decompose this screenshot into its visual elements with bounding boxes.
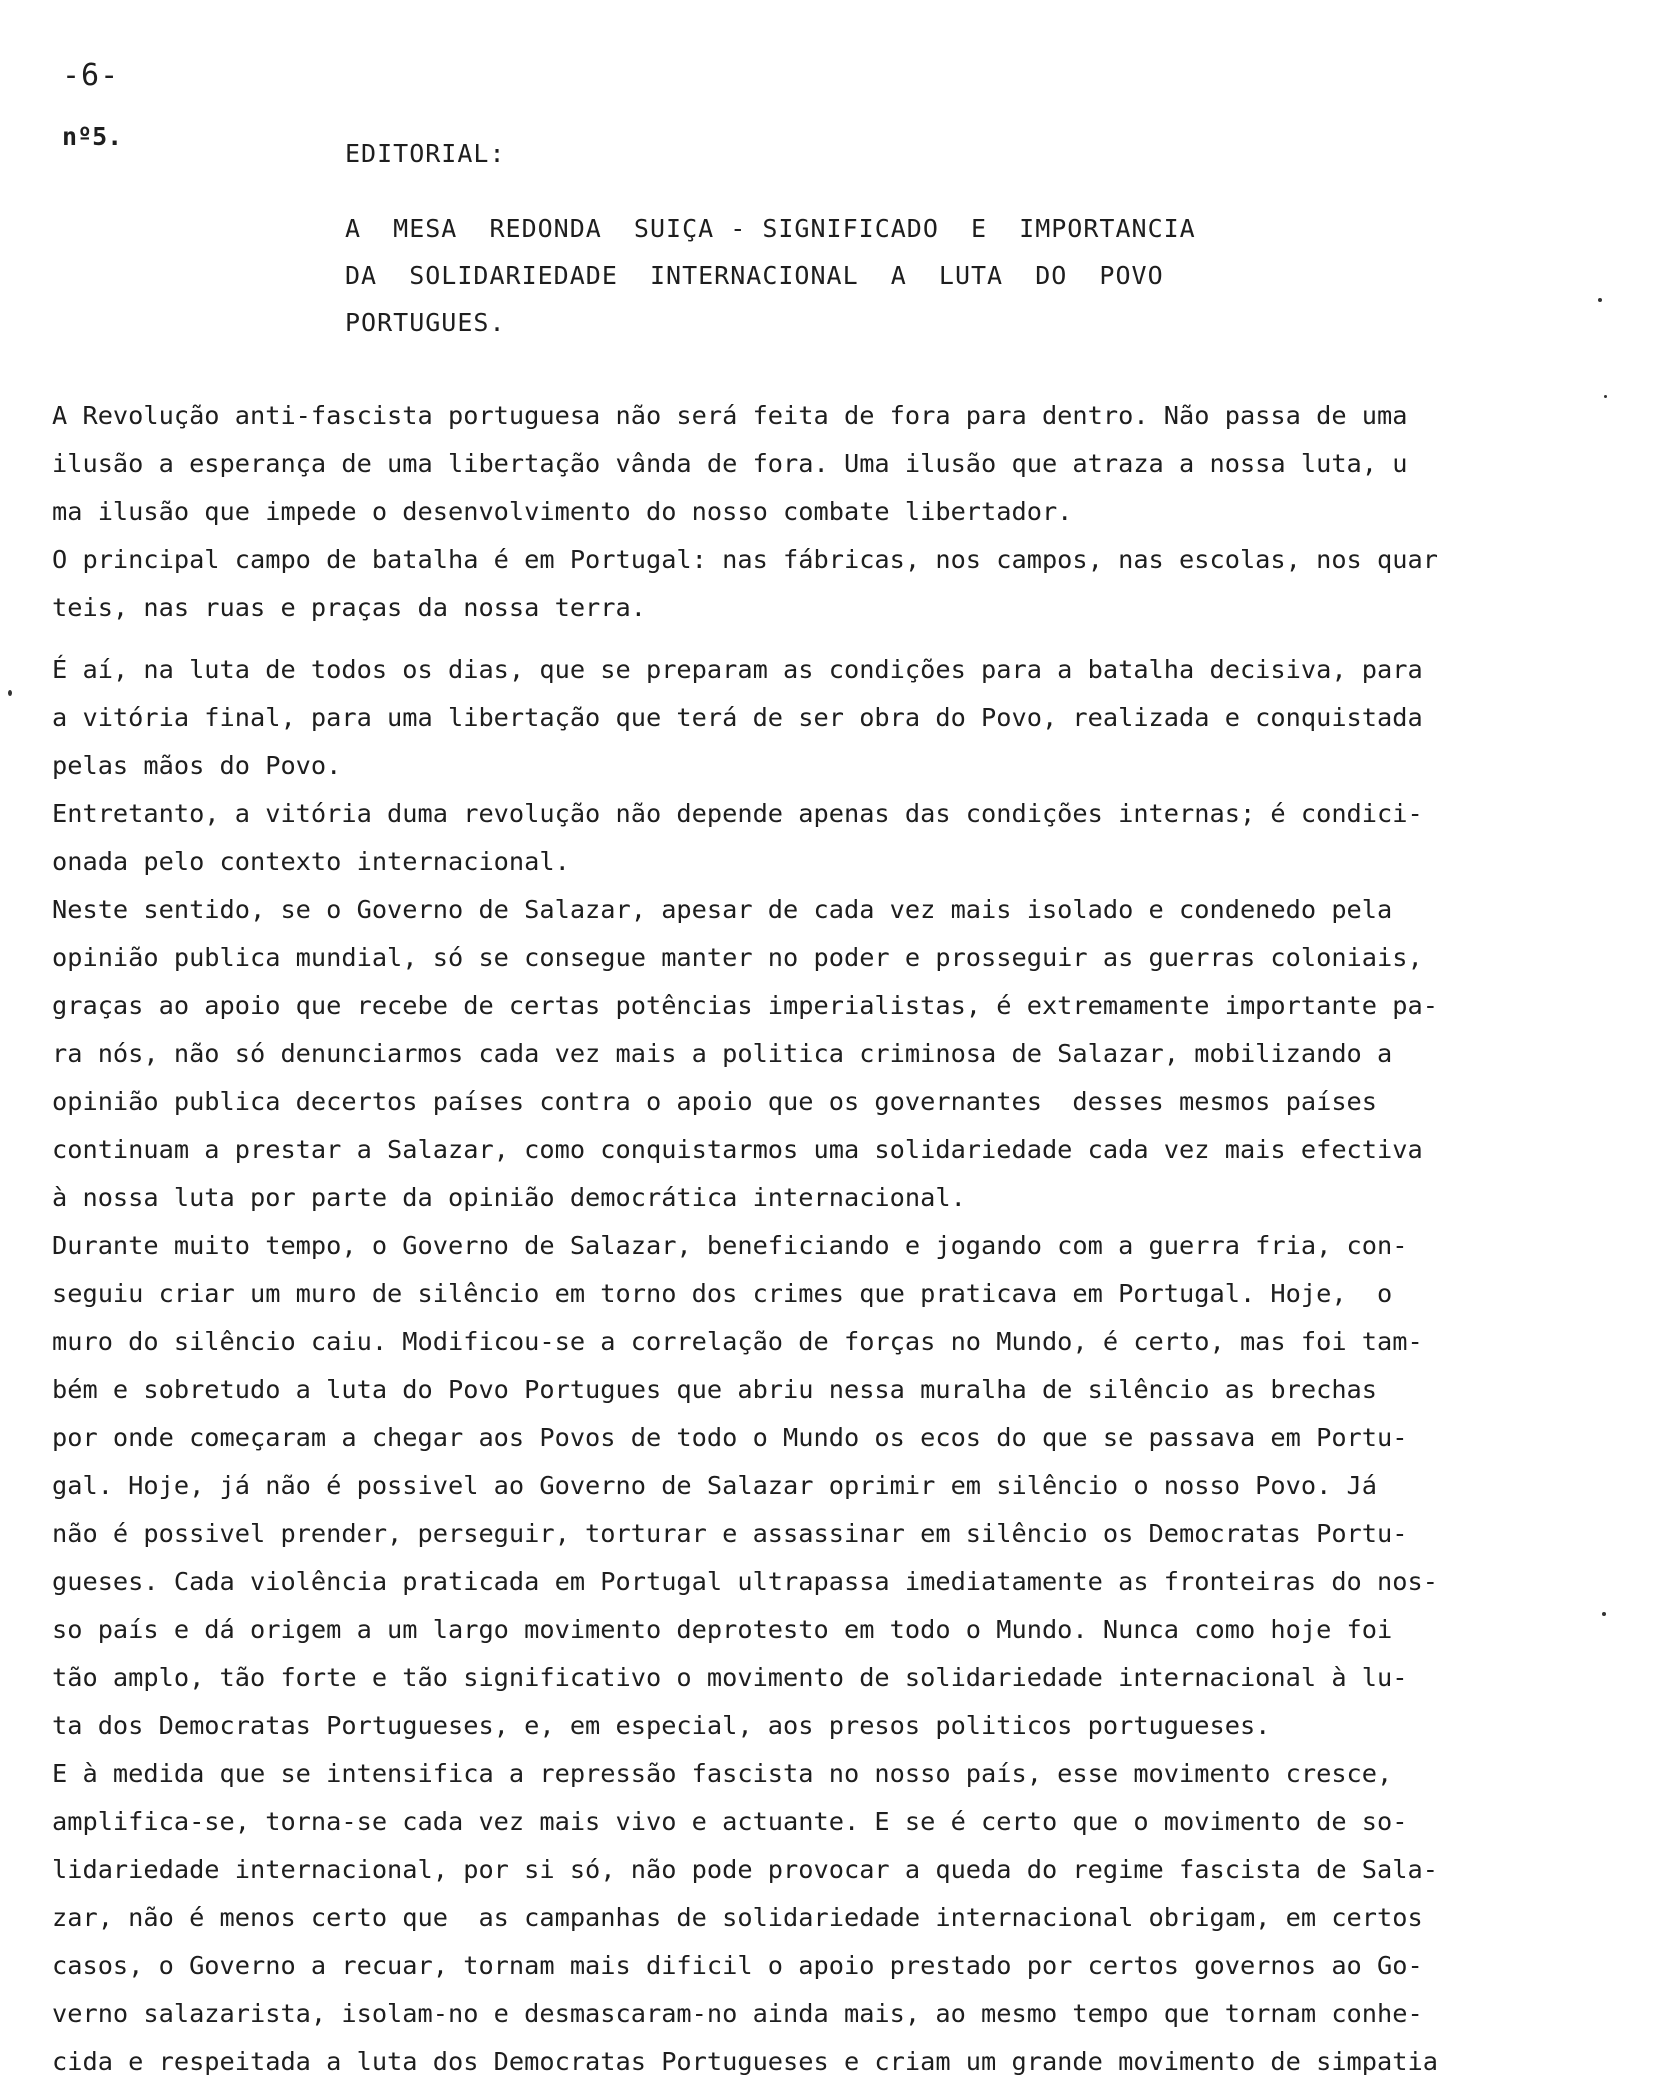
body-line: Durante muito tempo, o Governo de Salazar, beneficiando e jogando com a guerra fria, con- — [52, 1231, 1408, 1260]
body-line: Neste sentido, se o Governo de Salazar, apesar de cada vez mais isolado e condenedo pela — [52, 895, 1393, 924]
body-line: O principal campo de batalha é em Portugal: nas fábricas, nos campos, nas escolas, nos quar — [52, 545, 1438, 574]
body-line: lidariedade internacional, por si só, não pode provocar a queda do regime fascista de Sala- — [52, 1855, 1438, 1884]
body-line: bém e sobretudo a luta do Povo Portugues que abriu nessa muralha de silêncio as brechas — [52, 1375, 1378, 1404]
body-line: opinião publica decertos países contra o apoio que os governantes desses mesmos países — [52, 1087, 1378, 1116]
body-line: ra nós, não só denunciarmos cada vez mais a politica criminosa de Salazar, mobilizando a — [52, 1039, 1393, 1068]
editorial-title-line: PORTUGUES. — [345, 308, 506, 337]
body-line: ilusão a esperança de uma libertação vânda de fora. Uma ilusão que atraza a nossa luta, u — [52, 449, 1408, 478]
body-line: seguiu criar um muro de silêncio em torno dos crimes que praticava em Portugal. Hoje, o — [52, 1279, 1393, 1308]
body-line: a vitória final, para uma libertação que terá de ser obra do Povo, realizada e conquistada — [52, 703, 1423, 732]
body-line: ma ilusão que impede o desenvolvimento do nosso combate libertador. — [52, 497, 1073, 526]
paragraph-gap — [52, 632, 1492, 646]
body-line: E à medida que se intensifica a repressão fascista no nosso país, esse movimento cresce, — [52, 1759, 1393, 1788]
scan-speck — [1598, 298, 1602, 302]
body-line: gueses. Cada violência praticada em Portugal ultrapassa imediatamente as fronteiras do nos- — [52, 1567, 1438, 1596]
body-line: por onde começaram a chegar aos Povos de todo o Mundo os ecos do que se passava em Portu- — [52, 1423, 1408, 1452]
body-line: opinião publica mundial, só se consegue manter no poder e prosseguir as guerras coloniais, — [52, 943, 1423, 972]
body-line: não é possivel prender, perseguir, torturar e assassinar em silêncio os Democratas Portu- — [52, 1519, 1408, 1548]
body-line: Entretanto, a vitória duma revolução não depende apenas das condições internas; é condici- — [52, 799, 1423, 828]
body-line: à nossa luta por parte da opinião democrática internacional. — [52, 1183, 966, 1212]
page-number: -6- — [62, 58, 120, 93]
body-line: tão amplo, tão forte e tão significativo o movimento de solidariedade internacional à lu- — [52, 1663, 1408, 1692]
scan-speck — [8, 690, 12, 696]
editorial-title-line: DA SOLIDARIEDADE INTERNACIONAL A LUTA DO POVO — [345, 261, 1164, 290]
body-line: amplifica-se, torna-se cada vez mais vivo e actuante. E se é certo que o movimento de so- — [52, 1807, 1408, 1836]
body-line: gal. Hoje, já não é possivel ao Governo de Salazar oprimir em silêncio o nosso Povo. Já — [52, 1471, 1378, 1500]
body-line: cida e respeitada a luta dos Democratas Portugueses e criam um grande movimento de simpatia — [52, 2047, 1438, 2076]
body-line: pelas mãos do Povo. — [52, 751, 342, 780]
body-line: onada pelo contexto internacional. — [52, 847, 570, 876]
editorial-title — [345, 205, 1245, 346]
scan-speck — [1602, 1612, 1606, 1616]
editorial-label: EDITORIAL: — [345, 139, 506, 168]
editorial-title-line: A MESA REDONDA SUIÇA - SIGNIFICADO E IMPORTANCIA — [345, 214, 1196, 243]
body-line: É aí, na luta de todos os dias, que se preparam as condições para a batalha decisiva, para — [52, 655, 1423, 684]
body-line: teis, nas ruas e praças da nossa terra. — [52, 593, 646, 622]
body-line: so país e dá origem a um largo movimento deprotesto em todo o Mundo. Nunca como hoje foi — [52, 1615, 1393, 1644]
body-line: A Revolução anti-fascista portuguesa não será feita de fora para dentro. Não passa de uma — [52, 401, 1408, 430]
body-line: casos, o Governo a recuar, tornam mais dificil o apoio prestado por certos governos ao Go- — [52, 1951, 1423, 1980]
body-line: ta dos Democratas Portugueses, e, em especial, aos presos politicos portugueses. — [52, 1711, 1271, 1740]
body-line: zar, não é menos certo que as campanhas de solidariedade internacional obrigam, em certos — [52, 1903, 1423, 1932]
scan-speck — [1604, 395, 1607, 398]
body-line: muro do silêncio caiu. Modificou-se a correlação de forças no Mundo, é certo, mas foi tam- — [52, 1327, 1423, 1356]
body-line: continuam a prestar a Salazar, como conquistarmos uma solidariedade cada vez mais efectiva — [52, 1135, 1423, 1164]
body-line: verno salazarista, isolam-no e desmascaram-no ainda mais, ao mesmo tempo que tornam conhe- — [52, 1999, 1423, 2028]
issue-number: nº5. — [62, 122, 123, 151]
editorial-body — [52, 392, 1492, 2086]
body-line: graças ao apoio que recebe de certas potências imperialistas, é extremamente importante pa- — [52, 991, 1438, 1020]
